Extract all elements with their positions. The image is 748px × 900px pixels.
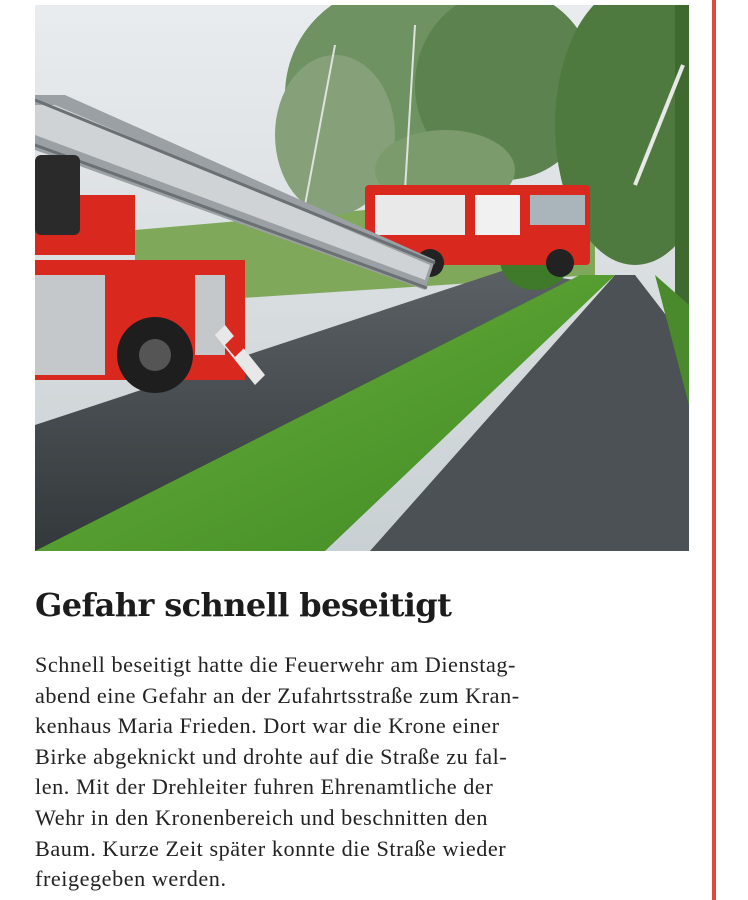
- body-line: Baum. Kurze Zeit später konnte die Straße wieder: [35, 835, 507, 861]
- article-headline: Gefahr schnell beseitigt: [35, 586, 452, 624]
- body-line: Wehr in den Kronenbereich und beschnitten den: [35, 804, 489, 830]
- body-line: Schnell beseitigt hatte die Feuerwehr am Dienstag-: [35, 652, 516, 677]
- body-line: Birke abgeknickt und drohte auf die Straße zu fal-: [35, 743, 508, 769]
- article-photo: [35, 5, 689, 551]
- body-line: kenhaus Maria Frieden. Dort war die Krone einer: [35, 713, 500, 739]
- margin-rule: [712, 0, 716, 900]
- body-line: len. Mit der Drehleiter fuhren Ehrenamtliche der: [35, 774, 494, 800]
- body-line: freigegeben werden.: [35, 866, 227, 892]
- body-line: abend eine Gefahr an der Zufahrtsstraße zum Kran-: [35, 682, 520, 708]
- article-body: [35, 650, 705, 895]
